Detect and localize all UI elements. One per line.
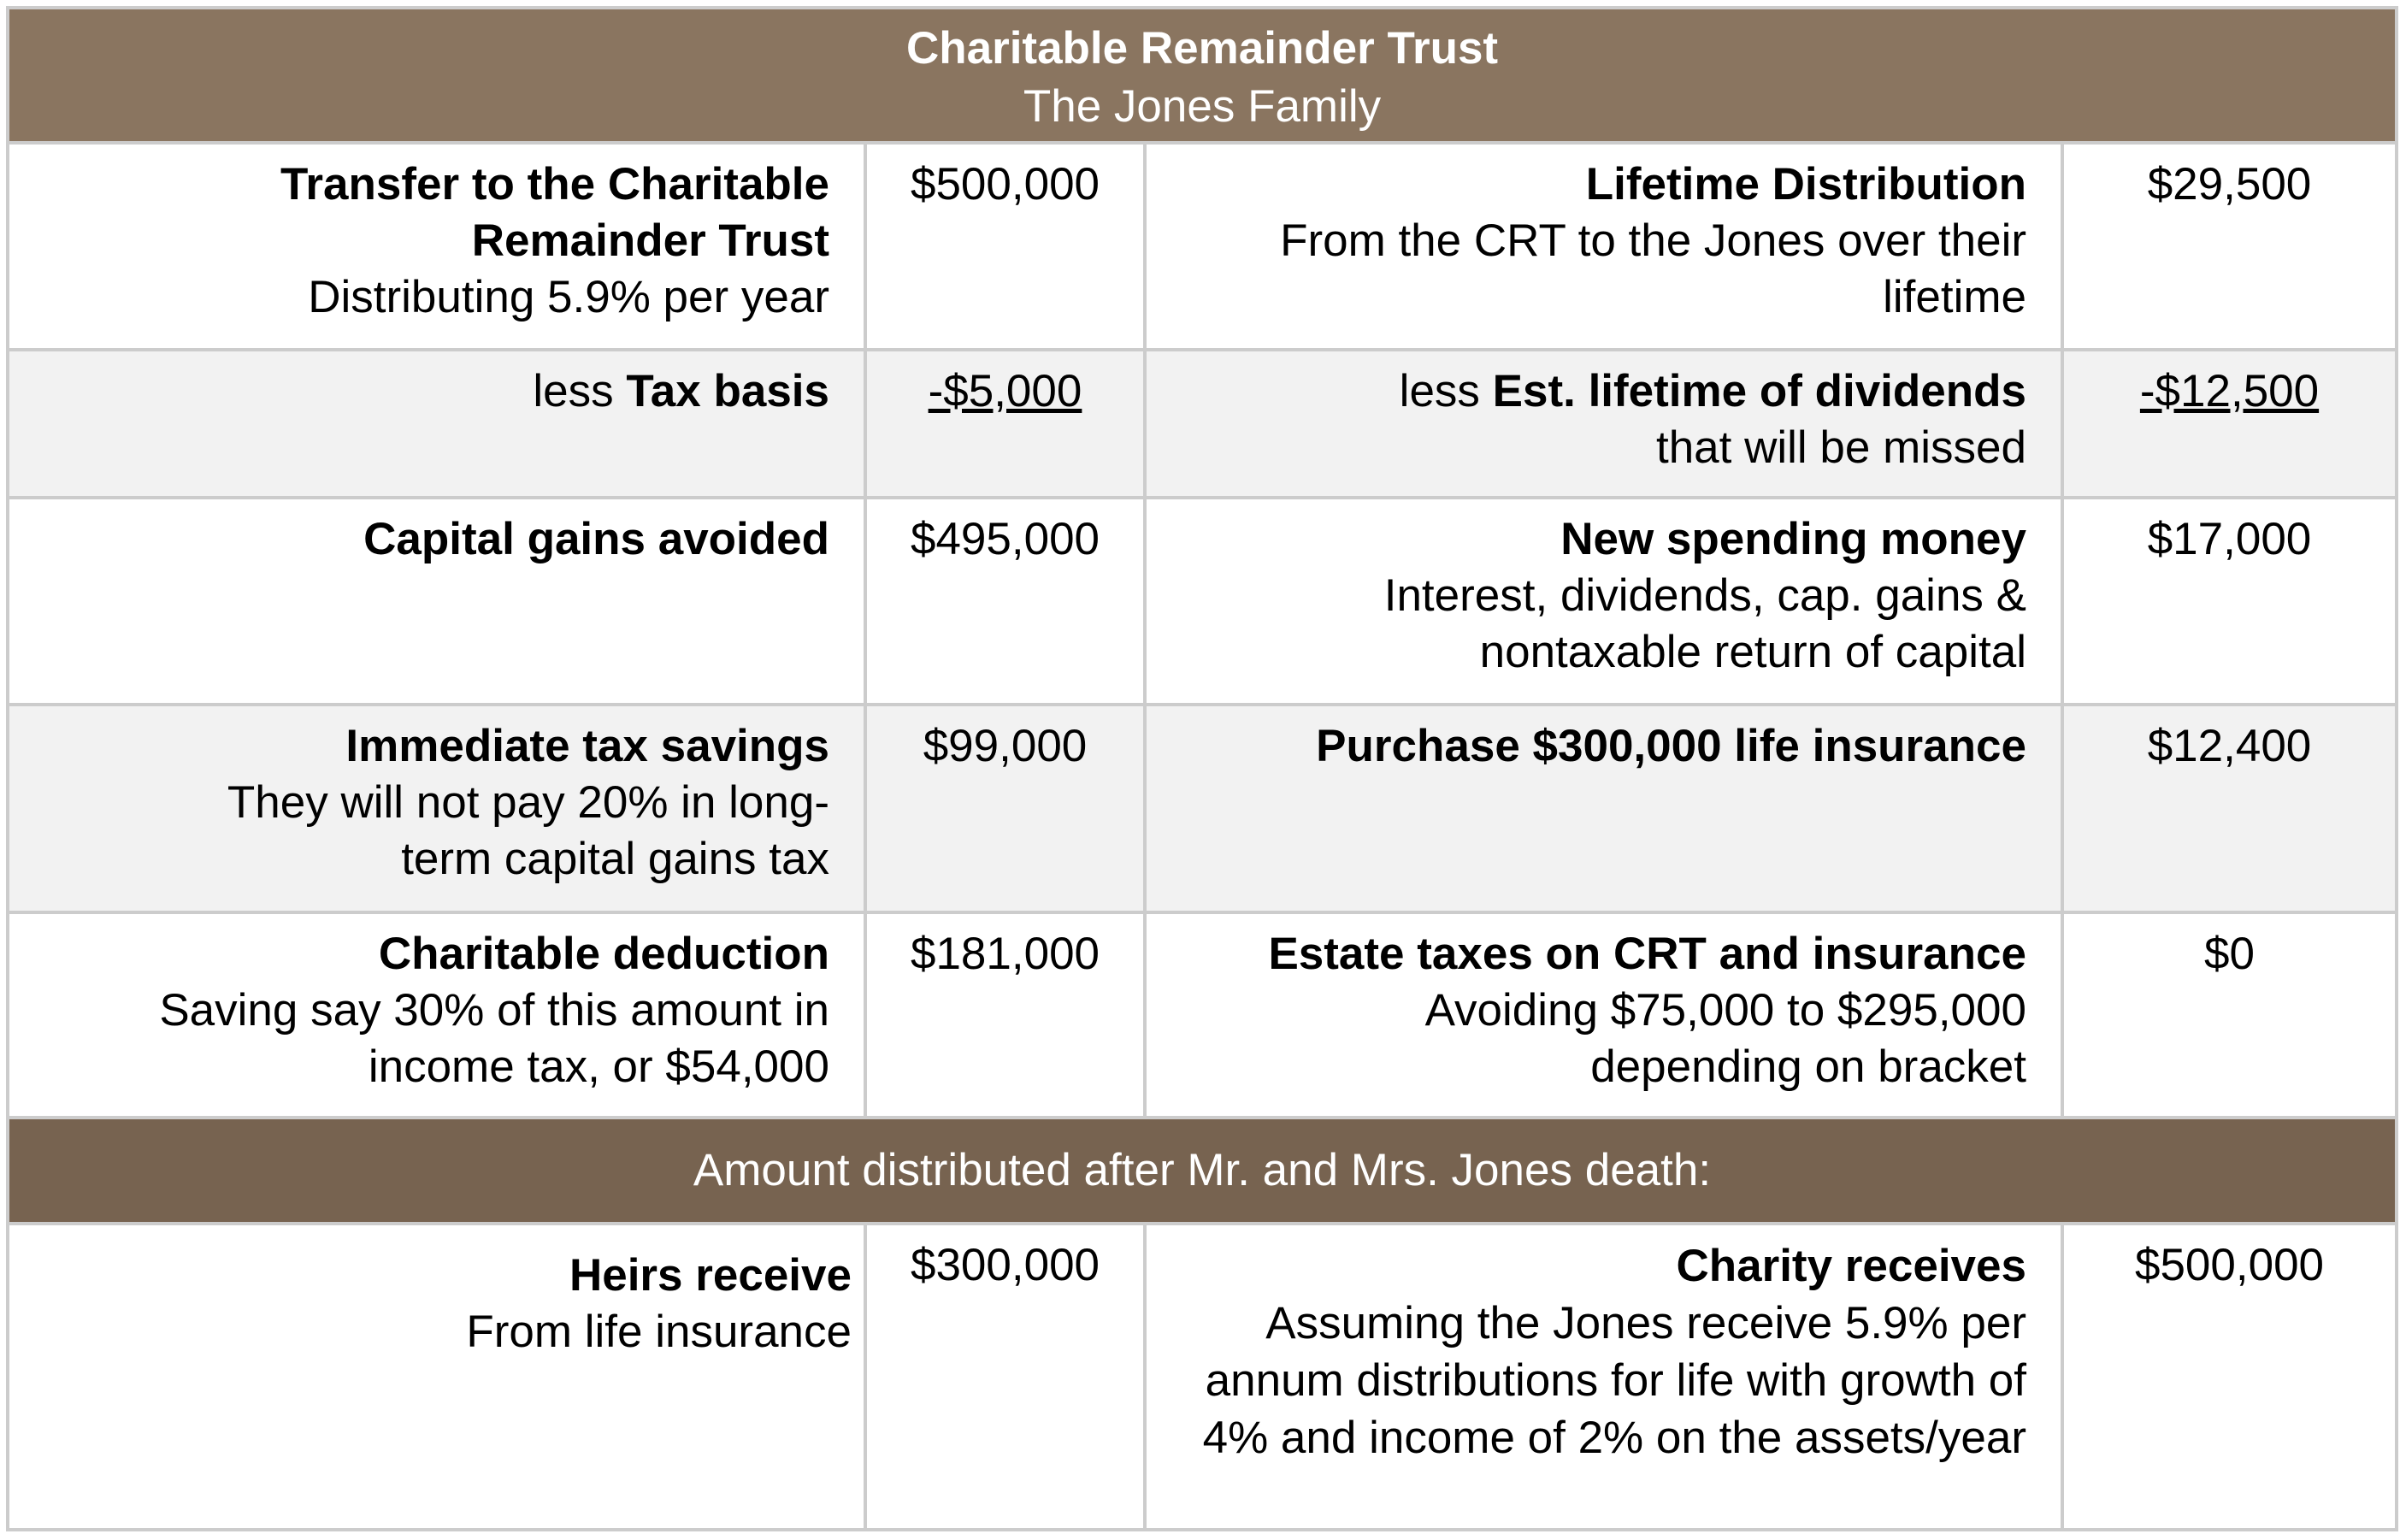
row-value: $500,000	[865, 143, 1145, 350]
row-value: $500,000	[2062, 1224, 2397, 1530]
row-label: Charitable deduction	[378, 929, 829, 979]
row-label: Charity receives	[1676, 1241, 2026, 1291]
table-title: Charitable Remainder Trust	[905, 23, 1499, 74]
row-note: Assuming the Jones receive 5.9% per annum distributions for life with growth of 4% and income of 2% on the assets/year	[1202, 1298, 2026, 1463]
table-row	[8, 350, 2397, 498]
row-value: -$12,500	[2139, 366, 2320, 416]
row-note: They will not pay 20% in long-term capital gains tax	[227, 777, 829, 884]
row-label: Transfer to the Charitable Remainder Trust	[280, 159, 829, 266]
row-value: -$5,000	[928, 366, 1082, 416]
row-label: Lifetime Distribution	[1585, 159, 2026, 209]
row-label: Tax basis	[626, 366, 829, 416]
row-prefix: less	[1399, 366, 1493, 416]
row-note: Avoiding $75,000 to $295,000 depending on bracket	[1424, 985, 2026, 1092]
table-subtitle: The Jones Family	[1023, 81, 1382, 132]
row-label: New spending money	[1560, 514, 2026, 564]
table-header	[8, 8, 2397, 143]
row-value: $99,000	[865, 705, 1145, 912]
row-prefix: less	[533, 366, 627, 416]
table-row	[8, 705, 2397, 912]
row-value: $300,000	[865, 1224, 1145, 1530]
row-note: Saving say 30% of this amount in income tax, or $54,000	[159, 985, 829, 1092]
section-header	[8, 1118, 2397, 1224]
row-label: Immediate tax savings	[345, 721, 829, 771]
crt-summary-table	[6, 6, 2398, 1531]
table-row	[8, 143, 2397, 350]
row-label: Capital gains avoided	[363, 514, 829, 564]
table-row	[8, 1224, 2397, 1530]
row-value: $29,500	[2062, 143, 2397, 350]
row-label: Estate taxes on CRT and insurance	[1268, 929, 2026, 979]
row-value: $17,000	[2062, 498, 2397, 705]
row-value: $495,000	[865, 498, 1145, 705]
row-note: Distributing 5.9% per year	[308, 272, 829, 322]
table-row	[8, 498, 2397, 705]
table-row	[8, 912, 2397, 1118]
row-label: Est. lifetime of dividends	[1492, 366, 2026, 416]
row-value: $181,000	[865, 912, 1145, 1118]
row-note: that will be missed	[1655, 422, 2026, 473]
section-header-text: Amount distributed after Mr. and Mrs. Jones death:	[8, 1118, 2397, 1224]
row-note: From life insurance	[466, 1307, 852, 1357]
row-label: Heirs receive	[569, 1250, 852, 1301]
row-value: $0	[2062, 912, 2397, 1118]
row-value: $12,400	[2062, 705, 2397, 912]
row-note: From the CRT to the Jones over their lifetime	[1280, 215, 2026, 322]
row-label: Purchase $300,000 life insurance	[1316, 721, 2026, 771]
row-note: Interest, dividends, cap. gains & nontaxable return of capital	[1383, 570, 2026, 677]
